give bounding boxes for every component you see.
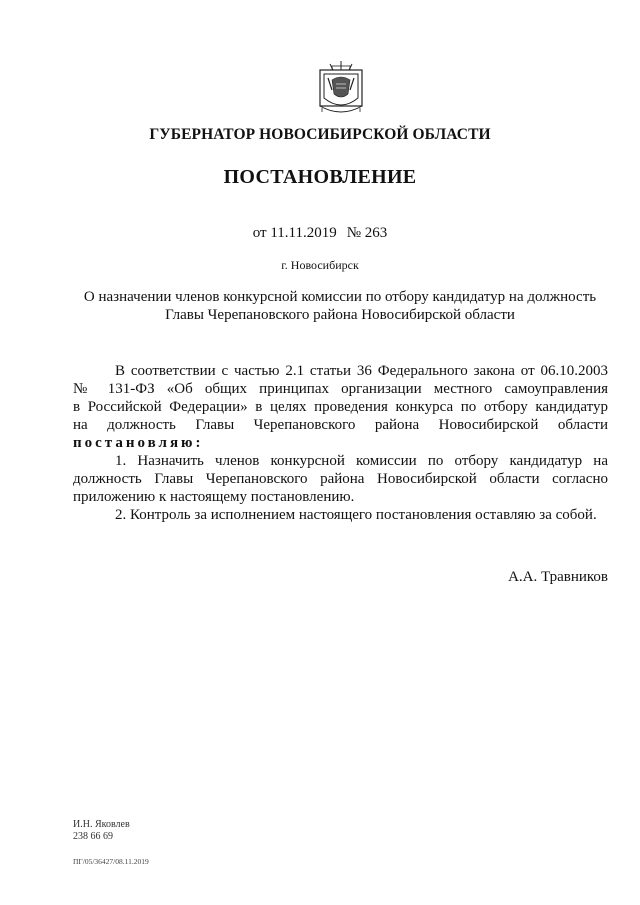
body-line: В соответствии с частью 2.1 статьи 36 Федерального закона от 06.10.2003 — [115, 363, 608, 379]
executor-name: И.Н. Яковлев — [73, 819, 130, 830]
body-line: на должность Главы Черепановского района Новосибирской области — [73, 417, 608, 433]
executor-phone: 238 66 69 — [73, 831, 113, 842]
body-line: приложению к настоящему постановлению. — [73, 489, 355, 505]
date-number-line — [0, 225, 640, 242]
body-line: 2. Контроль за исполнением настоящего постановления оставляю за собой. — [115, 507, 597, 523]
document-heading — [70, 288, 610, 324]
executor-info — [73, 819, 130, 843]
heading-line: Главы Черепановского района Новосибирской области — [165, 307, 515, 323]
preamble-paragraph — [73, 362, 608, 380]
body-line: должность Главы Черепановского района Новосибирской области согласно — [73, 471, 608, 487]
issue-city: г. Новосибирск — [281, 258, 359, 272]
issuing-authority: ГУБЕРНАТОР НОВОСИБИРСКОЙ ОБЛАСТИ — [149, 126, 491, 143]
body-line: в Российской Федерации» в целях проведения конкурса по отбору кандидатур — [73, 399, 608, 415]
document-number: № 263 — [346, 225, 388, 241]
coat-of-arms-icon — [318, 60, 364, 116]
document-type-title: ПОСТАНОВЛЕНИЕ — [223, 166, 417, 188]
document-body — [73, 362, 608, 524]
item-1-paragraph — [73, 452, 608, 470]
item-1-continuation — [73, 470, 608, 506]
signatory-name: А.А. Травников — [508, 569, 608, 585]
decree-word: постановляю: — [73, 435, 204, 451]
heading-line: О назначении членов конкурсной комиссии по отбору кандидатур на должность — [83, 289, 597, 305]
document-code: ПГ/05/36427/08.11.2019 — [73, 857, 149, 866]
body-line: 1. Назначить членов конкурсной комиссии по отбору кандидатур на — [115, 453, 608, 469]
preamble-continuation — [73, 380, 608, 452]
body-line: № 131-ФЗ «Об общих принципах организации местного самоуправления — [73, 381, 608, 397]
item-2-paragraph — [73, 506, 608, 524]
document-date: от 11.11.2019 — [252, 225, 337, 241]
